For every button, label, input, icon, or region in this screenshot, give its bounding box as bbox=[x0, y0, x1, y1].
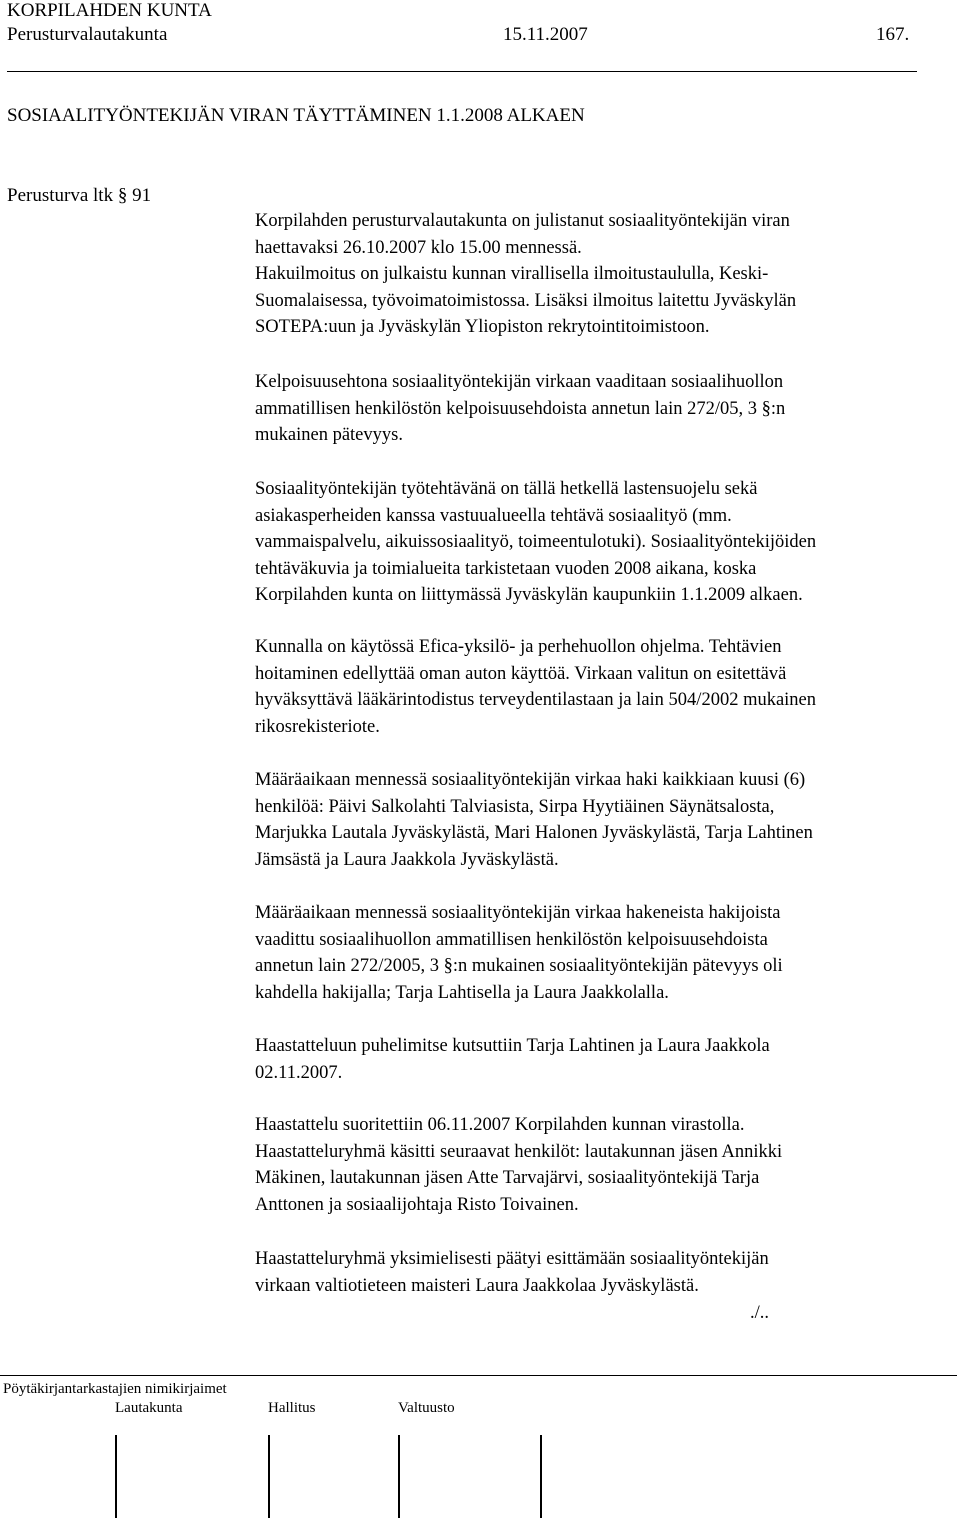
signatures-label: Pöytäkirjantarkastajien nimikirjaimet bbox=[3, 1381, 227, 1397]
text-line: Haastattelu suoritettiin 06.11.2007 Korpilahden kunnan virastolla. bbox=[255, 1115, 745, 1135]
paragraph-duties bbox=[255, 476, 955, 609]
paragraph-qualified-applicants bbox=[255, 900, 955, 1006]
page-number: 167. bbox=[876, 24, 910, 45]
text-line: vaadittu sosiaalihuollon ammatillisen henkilöstön kelpoisuusehdoista bbox=[255, 929, 768, 950]
signature-divider bbox=[268, 1435, 270, 1518]
text-line: annetun lain 272/2005, 3 §:n mukainen sosiaalityöntekijän pätevyys oli bbox=[255, 956, 783, 976]
continuation-mark: ./.. bbox=[750, 1303, 770, 1323]
text-line: virkaan valtiotieteen maisteri Laura Jaakkolaa Jyväskylästä. bbox=[255, 1275, 699, 1296]
column-lautakunta: Lautakunta bbox=[115, 1400, 183, 1416]
signature-divider bbox=[115, 1435, 117, 1518]
text-line: hoitaminen edellyttää oman auton käyttöä. Virkaan valitun on esitettävä bbox=[255, 663, 787, 684]
text-line: Sosiaalityöntekijän työtehtävänä on tällä hetkellä lastensuojelu sekä bbox=[255, 479, 758, 499]
signature-divider bbox=[398, 1435, 400, 1518]
column-valtuusto: Valtuusto bbox=[398, 1400, 455, 1416]
text-line: Korpilahden perusturvalautakunta on julistanut sosiaalityöntekijän viran bbox=[255, 211, 790, 231]
paragraph-proposal bbox=[255, 1246, 955, 1299]
meeting-date: 15.11.2007 bbox=[503, 24, 588, 45]
paragraph-qualification bbox=[255, 369, 955, 449]
text-line: Jämsästä ja Laura Jaakkola Jyväskylästä. bbox=[255, 849, 559, 870]
organization-name: KORPILAHDEN KUNTA bbox=[7, 0, 212, 21]
text-line: vammaispalvelu, aikuissosiaalityö, toimeentulotuki). Sosiaalityöntekijöiden bbox=[255, 532, 817, 552]
paragraph-announcement bbox=[255, 208, 955, 341]
text-line: Haastatteluun puhelimitse kutsuttiin Tarja Lahtinen ja Laura Jaakkola bbox=[255, 1036, 770, 1056]
text-line: kahdella hakijalla; Tarja Lahtisella ja Laura Jaakkolalla. bbox=[255, 982, 669, 1003]
paragraph-interview-panel bbox=[255, 1112, 955, 1218]
text-line: Marjukka Lautala Jyväskylästä, Mari Halonen Jyväskylästä, Tarja Lahtinen bbox=[255, 823, 813, 843]
text-line: Hakuilmoitus on julkaistu kunnan virallisella ilmoitustaululla, Keski- bbox=[255, 264, 769, 284]
text-line: asiakasperheiden kanssa vastuualueella tehtävä sosiaalityö (mm. bbox=[255, 505, 732, 526]
text-line: henkilöä: Päivi Salkolahti Talviasista, Sirpa Hyytiäinen Säynätsalosta, bbox=[255, 796, 775, 817]
paragraph-requirements bbox=[255, 634, 955, 740]
footer-rule bbox=[0, 1375, 957, 1376]
text-line: Haastatteluryhmä käsitti seuraavat henkilöt: lautakunnan jäsen Annikki bbox=[255, 1141, 783, 1162]
text-line: Anttonen ja sosiaalijohtaja Risto Toivainen. bbox=[255, 1194, 579, 1215]
text-line: Määräaikaan mennessä sosiaalityöntekijän virkaa hakeneista hakijoista bbox=[255, 903, 781, 923]
text-line: Korpilahden kunta on liittymässä Jyväskylän kaupunkiin 1.1.2009 alkaen. bbox=[255, 585, 803, 605]
text-line: Kelpoisuusehtona sosiaalityöntekijän virkaan vaaditaan sosiaalihuollon bbox=[255, 372, 784, 392]
text-line: mukainen pätevyys. bbox=[255, 425, 403, 445]
text-line: rikosrekisteriote. bbox=[255, 716, 380, 737]
text-line: haettavaksi 26.10.2007 klo 15.00 mennessä. bbox=[255, 237, 582, 258]
text-line: Mäkinen, lautakunnan jäsen Atte Tarvajärvi, sosiaalityöntekijä Tarja bbox=[255, 1168, 760, 1188]
paragraph-applicants bbox=[255, 767, 955, 873]
header-rule bbox=[7, 71, 917, 72]
committee-name: Perusturvalautakunta bbox=[7, 24, 168, 45]
text-line: Kunnalla on käytössä Efica-yksilö- ja perhehuollon ohjelma. Tehtävien bbox=[255, 637, 782, 657]
text-line: Haastatteluryhmä yksimielisesti päätyi esittämään sosiaalityöntekijän bbox=[255, 1249, 769, 1269]
paragraph-interview-invitation bbox=[255, 1033, 955, 1086]
text-line: ammatillisen henkilöstön kelpoisuusehdoista annetun lain 272/05, 3 §:n bbox=[255, 398, 786, 419]
column-hallitus: Hallitus bbox=[268, 1400, 316, 1416]
section-reference: Perusturva ltk § 91 bbox=[7, 185, 152, 206]
text-line: hyväksyttävä lääkärintodistus terveydentilastaan ja lain 504/2002 mukainen bbox=[255, 690, 817, 710]
text-line: 02.11.2007. bbox=[255, 1062, 343, 1083]
text-line: tehtäväkuvia ja toimialueita tarkistetaan vuoden 2008 aikana, koska bbox=[255, 558, 757, 579]
text-line: Määräaikaan mennessä sosiaalityöntekijän virkaa haki kaikkiaan kuusi (6) bbox=[255, 770, 806, 790]
text-line: SOTEPA:uun ja Jyväskylän Yliopiston rekrytointitoimistoon. bbox=[255, 317, 710, 337]
text-line: Suomalaisessa, työvoimatoimistossa. Lisäksi ilmoitus laitettu Jyväskylän bbox=[255, 290, 797, 311]
signature-divider bbox=[540, 1435, 542, 1518]
section-title: SOSIAALITYÖNTEKIJÄN VIRAN TÄYTTÄMINEN 1.1.2008 ALKAEN bbox=[7, 105, 585, 126]
